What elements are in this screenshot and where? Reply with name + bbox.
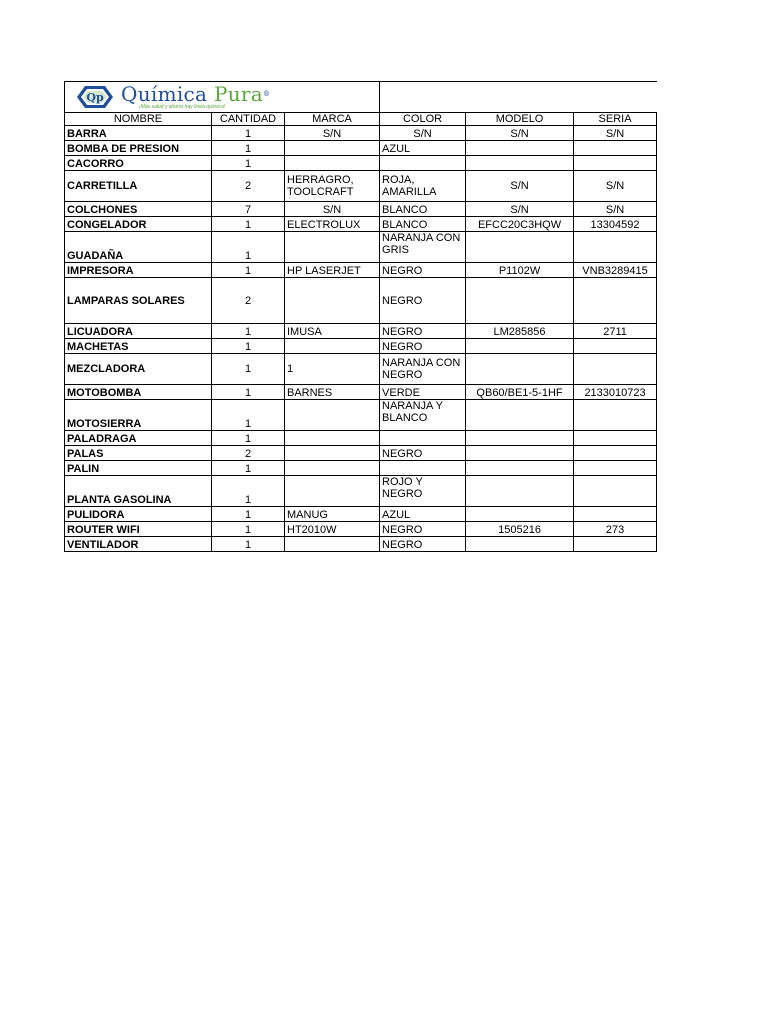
cell-cantidad: 1	[212, 354, 285, 385]
cell-modelo: P1102W	[466, 263, 574, 278]
cell-seria	[574, 431, 657, 446]
cell-color: NEGRO	[380, 278, 466, 324]
cell-marca	[285, 461, 380, 476]
cell-marca: HP LASERJET	[285, 263, 380, 278]
cell-cantidad: 1	[212, 400, 285, 431]
cell-modelo	[466, 400, 574, 431]
logo-cell	[65, 82, 380, 113]
cell-seria	[574, 156, 657, 171]
cell-modelo	[466, 278, 574, 324]
cell-cantidad: 1	[212, 263, 285, 278]
cell-cantidad: 7	[212, 202, 285, 217]
table-row	[65, 400, 657, 431]
cell-cantidad: 2	[212, 278, 285, 324]
header-color: COLOR	[380, 113, 466, 126]
cell-modelo: LM285856	[466, 324, 574, 339]
cell-color: VERDE	[380, 385, 466, 400]
cell-color: BLANCO	[380, 202, 466, 217]
cell-nombre: MOTOSIERRA	[65, 400, 212, 431]
table-row	[65, 263, 657, 278]
cell-marca: S/N	[285, 202, 380, 217]
cell-marca: S/N	[285, 126, 380, 141]
table-row	[65, 476, 657, 507]
cell-modelo	[466, 446, 574, 461]
header-modelo: MODELO	[466, 113, 574, 126]
table-row	[65, 324, 657, 339]
cell-nombre: MEZCLADORA	[65, 354, 212, 385]
cell-color: NEGRO	[380, 537, 466, 552]
table-row	[65, 278, 657, 324]
header-cantidad: CANTIDAD	[212, 113, 285, 126]
table-row	[65, 126, 657, 141]
cell-nombre: LICUADORA	[65, 324, 212, 339]
table-row	[65, 461, 657, 476]
cell-modelo	[466, 339, 574, 354]
cell-seria	[574, 354, 657, 385]
cell-nombre: CARRETILLA	[65, 171, 212, 202]
cell-color: NARANJA Y BLANCO	[380, 400, 466, 431]
header-row	[65, 113, 657, 126]
cell-nombre: ROUTER WIFI	[65, 522, 212, 537]
qp-logo-icon	[73, 84, 117, 110]
cell-cantidad: 1	[212, 507, 285, 522]
cell-nombre: IMPRESORA	[65, 263, 212, 278]
cell-modelo	[466, 537, 574, 552]
cell-nombre: MACHETAS	[65, 339, 212, 354]
cell-marca: IMUSA	[285, 324, 380, 339]
cell-seria	[574, 507, 657, 522]
logo-blank-cell	[380, 82, 657, 113]
svg-text:Qp: Qp	[86, 91, 104, 104]
cell-nombre: PALAS	[65, 446, 212, 461]
cell-modelo	[466, 232, 574, 263]
cell-cantidad: 2	[212, 171, 285, 202]
cell-modelo	[466, 507, 574, 522]
table-row	[65, 522, 657, 537]
cell-marca: HT2010W	[285, 522, 380, 537]
cell-color: NARANJA CON NEGRO	[380, 354, 466, 385]
cell-seria: S/N	[574, 126, 657, 141]
cell-cantidad: 1	[212, 324, 285, 339]
cell-marca	[285, 400, 380, 431]
cell-cantidad: 2	[212, 446, 285, 461]
table-row	[65, 339, 657, 354]
cell-seria	[574, 476, 657, 507]
logo-name: Química Pura®	[121, 82, 271, 106]
cell-marca: 1	[285, 354, 380, 385]
cell-color: BLANCO	[380, 217, 466, 232]
cell-cantidad: 1	[212, 141, 285, 156]
cell-seria: 273	[574, 522, 657, 537]
cell-marca	[285, 446, 380, 461]
cell-cantidad: 1	[212, 476, 285, 507]
cell-seria: 2711	[574, 324, 657, 339]
cell-cantidad: 1	[212, 232, 285, 263]
table-row	[65, 217, 657, 232]
cell-cantidad: 1	[212, 385, 285, 400]
cell-seria: 13304592	[574, 217, 657, 232]
cell-marca: ELECTROLUX	[285, 217, 380, 232]
cell-seria: S/N	[574, 202, 657, 217]
cell-color: NEGRO	[380, 522, 466, 537]
inventory-sheet	[64, 81, 656, 552]
cell-modelo	[466, 354, 574, 385]
cell-seria	[574, 278, 657, 324]
cell-modelo: S/N	[466, 171, 574, 202]
cell-marca: HERRAGRO, TOOLCRAFT	[285, 171, 380, 202]
cell-color: ROJO Y NEGRO	[380, 476, 466, 507]
cell-seria	[574, 339, 657, 354]
header-seria: SERIA	[574, 113, 657, 126]
table-row	[65, 354, 657, 385]
table-row	[65, 156, 657, 171]
cell-modelo: 1505216	[466, 522, 574, 537]
cell-modelo	[466, 461, 574, 476]
cell-nombre: PALADRAGA	[65, 431, 212, 446]
cell-cantidad: 1	[212, 339, 285, 354]
cell-cantidad: 1	[212, 522, 285, 537]
cell-marca	[285, 537, 380, 552]
cell-nombre: PULIDORA	[65, 507, 212, 522]
cell-marca: MANUG	[285, 507, 380, 522]
header-marca: MARCA	[285, 113, 380, 126]
cell-nombre: PLANTA GASOLINA	[65, 476, 212, 507]
cell-modelo: S/N	[466, 126, 574, 141]
table-row	[65, 232, 657, 263]
logo-row	[65, 82, 657, 113]
cell-nombre: VENTILADOR	[65, 537, 212, 552]
table-row	[65, 507, 657, 522]
cell-marca	[285, 232, 380, 263]
cell-marca	[285, 156, 380, 171]
cell-color: AZUL	[380, 507, 466, 522]
logo-tagline: ¡Más salud y ahorro hay línea química!	[139, 104, 226, 110]
table-row	[65, 141, 657, 156]
cell-color	[380, 461, 466, 476]
cell-nombre: BOMBA DE PRESION	[65, 141, 212, 156]
cell-cantidad: 1	[212, 537, 285, 552]
cell-modelo	[466, 431, 574, 446]
cell-seria	[574, 232, 657, 263]
cell-marca	[285, 141, 380, 156]
cell-nombre: LAMPARAS SOLARES	[65, 278, 212, 324]
table-row	[65, 431, 657, 446]
cell-marca	[285, 339, 380, 354]
cell-nombre: PALIN	[65, 461, 212, 476]
cell-nombre: MOTOBOMBA	[65, 385, 212, 400]
cell-marca	[285, 431, 380, 446]
cell-seria	[574, 461, 657, 476]
inventory-table	[64, 81, 657, 552]
cell-color: NEGRO	[380, 339, 466, 354]
cell-color: NEGRO	[380, 446, 466, 461]
cell-color: NEGRO	[380, 263, 466, 278]
cell-marca	[285, 476, 380, 507]
company-logo	[65, 82, 379, 112]
cell-cantidad: 1	[212, 126, 285, 141]
cell-modelo: S/N	[466, 202, 574, 217]
cell-modelo	[466, 476, 574, 507]
cell-seria	[574, 400, 657, 431]
cell-marca	[285, 278, 380, 324]
cell-modelo: QB60/BE1-5-1HF	[466, 385, 574, 400]
cell-nombre: CONGELADOR	[65, 217, 212, 232]
cell-modelo	[466, 156, 574, 171]
cell-nombre: GUADAÑA	[65, 232, 212, 263]
cell-seria: S/N	[574, 171, 657, 202]
cell-cantidad: 1	[212, 217, 285, 232]
cell-color: AZUL	[380, 141, 466, 156]
cell-seria: VNB3289415	[574, 263, 657, 278]
cell-cantidad: 1	[212, 431, 285, 446]
table-row	[65, 537, 657, 552]
table-row	[65, 202, 657, 217]
cell-modelo	[466, 141, 574, 156]
table-row	[65, 385, 657, 400]
cell-color: NARANJA CON GRIS	[380, 232, 466, 263]
cell-seria	[574, 446, 657, 461]
cell-color: S/N	[380, 126, 466, 141]
header-nombre: NOMBRE	[65, 113, 212, 126]
cell-modelo: EFCC20C3HQW	[466, 217, 574, 232]
cell-color	[380, 431, 466, 446]
cell-cantidad: 1	[212, 461, 285, 476]
cell-color: ROJA, AMARILLA	[380, 171, 466, 202]
cell-color	[380, 156, 466, 171]
table-row	[65, 446, 657, 461]
cell-nombre: CACORRO	[65, 156, 212, 171]
cell-nombre: BARRA	[65, 126, 212, 141]
cell-marca: BARNES	[285, 385, 380, 400]
table-row	[65, 171, 657, 202]
cell-cantidad: 1	[212, 156, 285, 171]
cell-nombre: COLCHONES	[65, 202, 212, 217]
cell-seria: 2133010723	[574, 385, 657, 400]
cell-color: NEGRO	[380, 324, 466, 339]
cell-seria	[574, 537, 657, 552]
cell-seria	[574, 141, 657, 156]
